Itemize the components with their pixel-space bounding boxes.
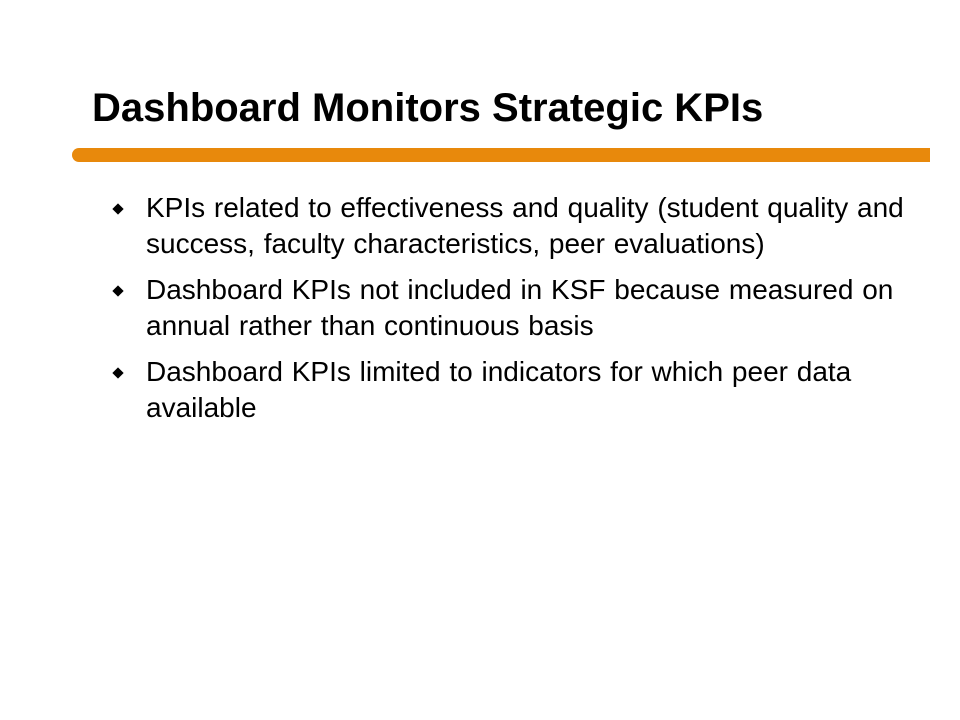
diamond-bullet-icon [112,285,123,296]
slide-title: Dashboard Monitors Strategic KPIs [92,86,764,130]
bullet-item [112,190,912,262]
bullet-item [112,272,912,344]
title-underline-bar [72,148,930,162]
diamond-bullet-icon [112,203,123,214]
bullet-text: Dashboard KPIs limited to indicators for which peer data available [146,356,852,423]
bullet-text: Dashboard KPIs not included in KSF because measured on annual rather than continuous basis [146,274,894,341]
bullet-list [112,190,912,436]
bullet-item [112,354,912,426]
diamond-bullet-icon [112,367,123,378]
bullet-text: KPIs related to effectiveness and quality (student quality and success, faculty characteristics, peer evaluations) [146,192,904,259]
